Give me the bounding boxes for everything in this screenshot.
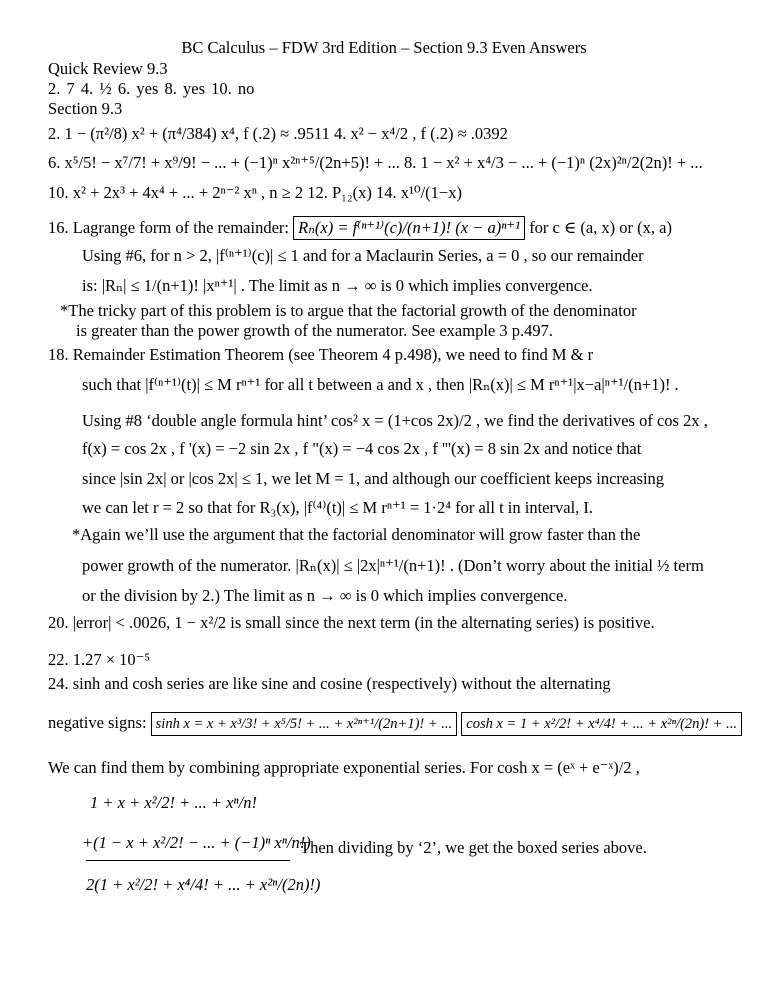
q16-line3: is: |Rₙ| ≤ 1/(n+1)! |xⁿ⁺¹| . The limit as n → ∞ is 0 which implies convergence. xyxy=(82,276,593,295)
q24-lead: 24. sinh and cosh series are like sine and cosine (respectively) without the alternating xyxy=(48,674,611,693)
q18-line6: we can let r = 2 so that for R₃(x), |f⁽⁴⁾(t)| ≤ M rⁿ⁺¹ = 1·2⁴ for all t in interval, I. xyxy=(82,498,594,517)
q16-line2: Using #6, for n > 2, |f⁽ⁿ⁺¹⁾(c)| ≤ 1 and for a Maclaurin Series, a = 0 , so our remainder xyxy=(82,246,644,265)
q22: 22. 1.27 × 10⁻⁵ xyxy=(48,650,151,669)
q20: 20. |error| < .0026, 1 − x²/2 is small since the next term (in the alternating series) is positive. xyxy=(48,613,655,632)
q24-line2: negative signs: sinh x = x + x³/3! + x⁵/5! + ... + x²ⁿ⁺¹/(2n+1)! + ... cosh x = 1 + x²/2! + x⁴/4! + ... + x²ⁿ/(2n)! + ... xyxy=(48,712,742,736)
q18-note1: *Again we’ll use the argument that the factorial denominator will grow faster than the xyxy=(72,525,641,544)
answer-10-14: 10. x² + 2x³ + 4x⁴ + ... + 2ⁿ⁻² xⁿ , n ≥ 2 12. P₁₂(x) 14. x¹⁰/(1−x) xyxy=(48,183,462,202)
exp-series-sum: 2(1 + x²/2! + x⁴/4! + ... + x²ⁿ/(2n)!) xyxy=(86,875,321,894)
q18-lead: 18. Remainder Estimation Theorem (see Theorem 4 p.498), we need to find M & r xyxy=(48,345,594,364)
quick-review-answers: 2. 7 4. ½ 6. yes 8. yes 10. no xyxy=(48,79,255,98)
answer-6-8: 6. x⁵/5! − x⁷/7! + x⁹/9! − ... + (−1)ⁿ x²ⁿ⁺⁵/(2n+5)! + ... 8. 1 − x² + x⁴/3 − ... + (−1)ⁿ (2x)²ⁿ/2(2n)! + ... xyxy=(48,153,703,172)
q18-note3: or the division by 2.) The limit as n → ∞ is 0 which implies convergence. xyxy=(82,586,568,605)
lagrange-formula-box: Rₙ(x) = f⁽ⁿ⁺¹⁾(c)/(n+1)! (x − a)ⁿ⁺¹ xyxy=(293,216,525,240)
q16-lead: 16. Lagrange form of the remainder: Rₙ(x) = f⁽ⁿ⁺¹⁾(c)/(n+1)! (x − a)ⁿ⁺¹ for c ∈ (a, x) or (x, a) xyxy=(48,216,672,240)
sum-rule xyxy=(86,860,290,861)
q18-note2: power growth of the numerator. |Rₙ(x)| ≤ |2x|ⁿ⁺¹/(n+1)! . (Don’t worry about the initial ½ term xyxy=(82,556,704,575)
q16-tail: for c ∈ (a, x) or (x, a) xyxy=(529,218,672,237)
cosh-series-box: cosh x = 1 + x²/2! + x⁴/4! + ... + x²ⁿ/(2n)! + ... xyxy=(461,712,742,736)
exp-series-2: +(1 − x + x²/2! − ... + (−1)ⁿ xⁿ/n!) xyxy=(82,833,311,852)
q16-note1: *The tricky part of this problem is to argue that the factorial growth of the denominator xyxy=(60,301,637,320)
q24-side-note: Then dividing by ‘2’, we get the boxed series above. xyxy=(300,838,647,857)
q24-line3: We can find them by combining appropriate exponential series. For cosh x = (eˣ + e⁻ˣ)/2 , xyxy=(48,758,640,777)
sinh-series-box: sinh x = x + x³/3! + x⁵/5! + ... + x²ⁿ⁺¹/(2n+1)! + ... xyxy=(151,712,458,736)
q18-line4: f(x) = cos 2x , f '(x) = −2 sin 2x , f "(x) = −4 cos 2x , f '''(x) = 8 sin 2x and notice that xyxy=(82,439,642,458)
exp-series-1: 1 + x + x²/2! + ... + xⁿ/n! xyxy=(90,793,257,812)
q16-note2: is greater than the power growth of the numerator. See example 3 p.497. xyxy=(76,321,553,340)
q18-line2: such that |f⁽ⁿ⁺¹⁾(t)| ≤ M rⁿ⁺¹ for all t between a and x , then |Rₙ(x)| ≤ M rⁿ⁺¹|x−a|ⁿ⁺¹/(n+1)! . xyxy=(82,375,679,394)
quick-review-heading: Quick Review 9.3 xyxy=(48,59,168,78)
answer-2-4: 2. 1 − (π²/8) x² + (π⁴/384) x⁴, f (.2) ≈ .9511 4. x² − x⁴/2 , f (.2) ≈ .0392 xyxy=(48,124,508,143)
q18-line5: since |sin 2x| or |cos 2x| ≤ 1, we let M = 1, and although our coefficient keeps increasing xyxy=(82,469,665,488)
section-heading: Section 9.3 xyxy=(48,99,123,118)
page-title: BC Calculus – FDW 3rd Edition – Section 9.3 Even Answers xyxy=(181,38,587,57)
q18-line3: Using #8 ‘double angle formula hint’ cos² x = (1+cos 2x)/2 , we find the derivatives of cos 2x , xyxy=(82,411,708,430)
